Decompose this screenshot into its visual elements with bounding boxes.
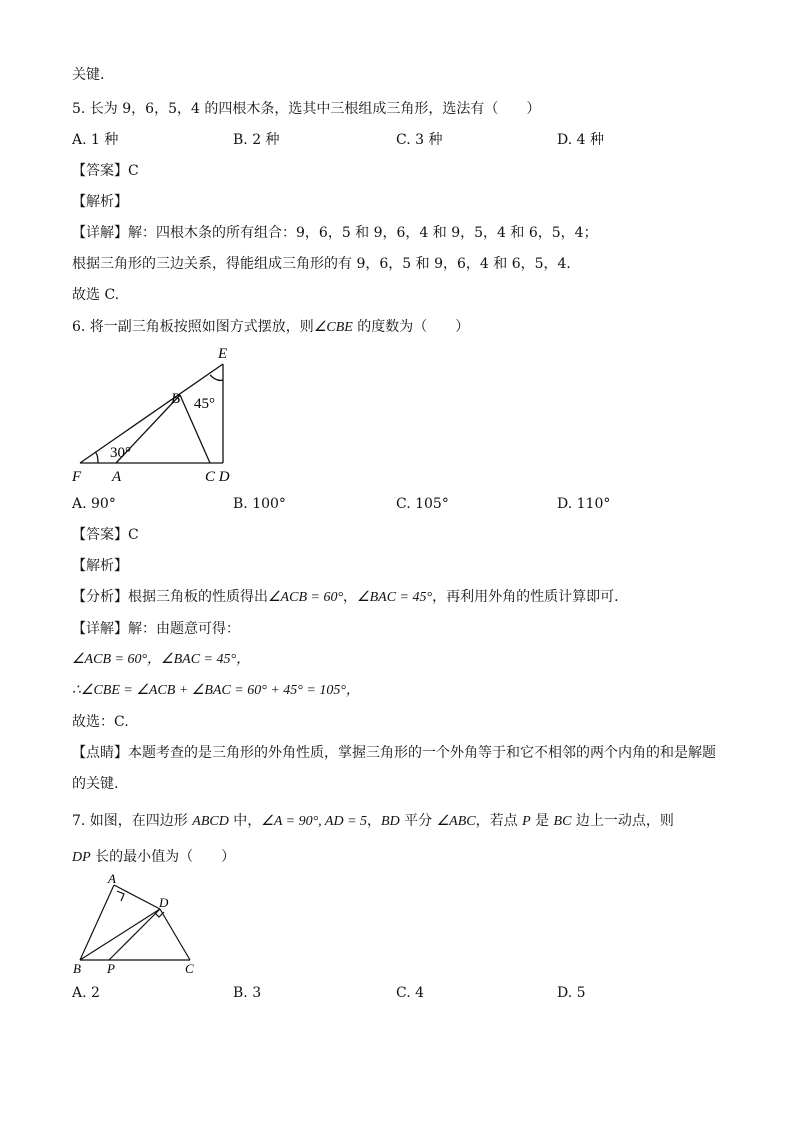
q6-option-d: D. 110° [557,496,611,512]
q7-stem-line2 [72,848,235,867]
fenxi-sep: ， [343,589,358,605]
q6-equation-1: ∠ACB = 60°，∠BAC = 45°， [72,652,251,667]
q6-stem-text: 6. 将一副三角板按照如图方式摆放，则 [72,319,314,335]
label-45: 45° [194,396,215,412]
q5-option-d: D. 4 种 [557,132,604,148]
right-angle-a [117,891,124,901]
label-a: A [108,871,116,886]
segment-dp [109,909,160,960]
q7-stem [72,812,674,831]
q6-stem-math: ∠CBE [313,320,353,335]
q6-triangle-figure [72,344,242,484]
q5-stem: 5. 长为 9，6，5，4 的四根木条，选其中三根组成三角形，选法有（ ） [72,101,541,117]
fenxi-math-1: ∠ACB = 60° [268,590,344,605]
q6-choose: 故选：C. [72,714,129,730]
q5-detail [72,224,598,242]
q6-detail [72,620,240,638]
q7-text: 平分 [399,813,437,829]
q5-detail-line2: 根据三角形的三边关系，得能组成三角形的有 9，6，5 和 9，6，4 和 6，5，4. [72,256,571,272]
detail-tag: 【详解】 [72,621,128,637]
q7-text: 长的最小值为（ ） [90,849,236,865]
label-30: 30° [110,445,131,461]
q6-fenxi [72,588,619,607]
q5-option-c: C. 3 种 [396,132,443,148]
q7-math: BC [553,814,572,829]
q7-option-b: B. 3 [233,985,262,1001]
detail-text: 解：由题意可得： [128,621,240,637]
q7-math: DP [72,850,91,865]
angle-e-arc [210,375,223,380]
q5-choose: 故选 C. [72,287,120,303]
label-p: P [107,961,115,976]
detail-tag: 【详解】 [72,225,128,241]
dianjing-text: 本题考查的是三角形的外角性质，掌握三角形的一个外角等于和它不相邻的两个内角的和是解题 [128,745,716,761]
q7-math: ABCD [192,814,229,829]
q7-math: ∠ABC [436,814,476,829]
label-d: D [159,895,169,910]
text-line: 关键. [72,67,105,83]
q6-stem-text-2: 的度数为（ ） [352,319,470,335]
q7-math: ∠A = 90°, AD = 5 [261,814,368,829]
q7-math: BD [381,814,400,829]
q6-option-c: C. 105° [396,496,449,512]
q5-option-b: B. 2 种 [233,132,280,148]
q6-answer [72,526,139,544]
q7-text: 是 [530,813,554,829]
q6-equation-2: ∴∠CBE = ∠ACB + ∠BAC = 60° + 45° = 105°， [72,683,360,698]
q7-text: ， [367,813,382,829]
q5-answer [72,162,139,180]
side-fe [80,364,223,463]
q6-option-b: B. 100° [233,496,286,512]
q5-option-a: A. 1 种 [72,132,119,148]
answer-tag: 【答案】 [72,527,128,543]
label-e: E [218,346,228,362]
q7-option-d: D. 5 [557,985,586,1001]
q7-quadrilateral-figure [72,872,202,976]
q7-text: ，若点 [475,813,523,829]
label-c: C [185,961,194,976]
fenxi-text: 根据三角板的性质得出 [128,589,268,605]
detail-text: 解：四根木条的所有组合：9，6，5 和 9，6，4 和 9，5，4 和 6，5，4； [128,225,598,241]
q7-text: 中， [228,813,262,829]
label-a: A [112,469,122,485]
label-cd: C D [205,469,230,485]
answer-tag: 【答案】 [72,163,128,179]
answer-value: C [128,163,139,179]
label-b: B [73,961,81,976]
q7-option-c: C. 4 [396,985,425,1001]
angle-f-arc [95,452,98,463]
q6-dianjing [72,744,716,762]
q7-text: 边上一动点，则 [571,813,674,829]
q6-option-a: A. 90° [72,496,116,512]
fenxi-tag: 【分析】 [72,589,128,605]
q6-dianjing-line2: 的关键. [72,776,119,792]
side-dc [160,909,190,960]
q5-analysis-tag: 【解析】 [72,194,128,210]
label-b: B [171,391,181,407]
answer-value: C [128,527,139,543]
q7-option-a: A. 2 [72,985,100,1001]
side-ad [114,885,160,909]
q7-math: P [522,814,531,829]
q6-analysis-tag: 【解析】 [72,558,128,574]
fenxi-text-2: ，再利用外角的性质计算即可. [432,589,619,605]
dianjing-tag: 【点睛】 [72,745,128,761]
q7-text: 7. 如图，在四边形 [72,813,193,829]
q6-stem [72,318,469,337]
label-f: F [72,469,82,485]
fenxi-math-2: ∠BAC = 45° [357,590,433,605]
